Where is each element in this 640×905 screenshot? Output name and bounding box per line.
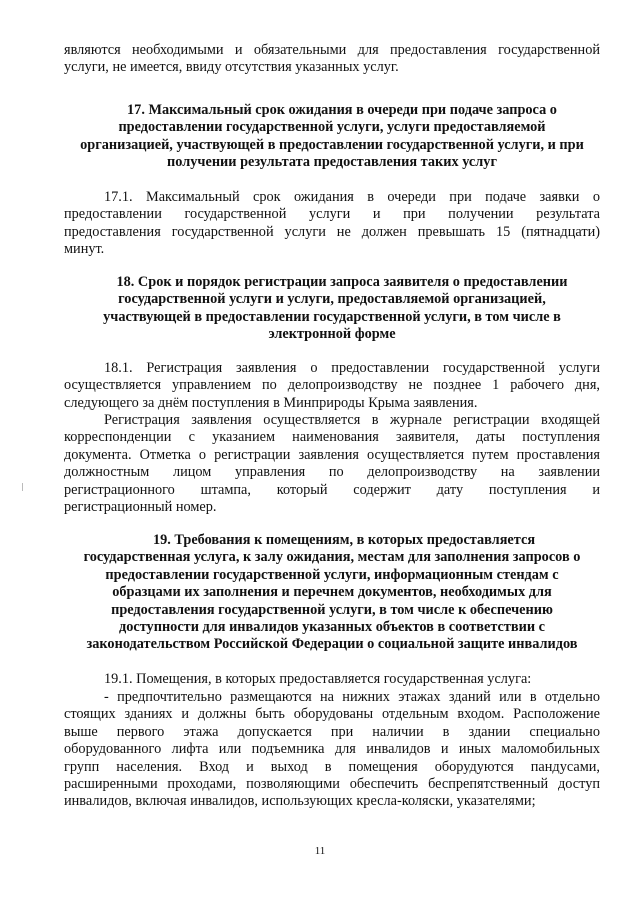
section-17-paragraph [64, 189, 600, 259]
heading-line: доступности для инвалидов указанных объектов в соответствии с [119, 619, 545, 636]
text-line: регистрационного штампа, который содержит дату поступления и [64, 481, 600, 498]
heading-line: 17. Максимальный срок ожидания в очереди при подаче запроса о [127, 102, 557, 118]
heading-line: 18. Срок и порядок регистрации запроса заявителя о предоставлении [116, 274, 568, 290]
section-19-paragraph-1 [64, 671, 600, 688]
page-number: 11 [314, 845, 326, 857]
heading-line: организацией, участвующей в предоставлении государственной услуги, и при [80, 136, 584, 153]
text-line: минут. [64, 241, 105, 258]
heading-line: государственной услуги и услуги, предоставляемой организацией, [118, 291, 546, 308]
text-line: должностным лицом управления по делопроизводству на заявлении [64, 464, 600, 481]
text-line: инвалидов, включая инвалидов, использующих кресла-коляски, указателями; [64, 793, 536, 810]
margin-scan-mark [22, 483, 23, 491]
section-18-heading [64, 274, 600, 344]
section-18-paragraph-2 [64, 412, 600, 516]
text-line: 18.1. Регистрация заявления о предоставлении государственной услуги [104, 360, 600, 376]
heading-line: образцами их заполнения и перечнем документов, необходимых для [112, 584, 552, 601]
text-line: выше первого этажа допускается при наличии в здании специально [64, 723, 600, 740]
text-line: документа. Отметка о регистрации заявления осуществляется путем проставления [64, 446, 600, 463]
text-line: следующего за днём поступления в Минприроды Крыма заявления. [64, 394, 478, 411]
heading-line: предоставления государственной услуги, в том числе к обеспечению [111, 601, 553, 618]
text-line: являются необходимыми и обязательными для предоставления государственной [64, 42, 600, 58]
section-18-paragraph-1 [64, 360, 600, 412]
section-19-paragraph-2 [64, 689, 600, 811]
text-line: расширенными проходами, позволяющими обеспечить беспрепятственный доступ [64, 776, 600, 793]
text-line: групп населения. Вход и выход в помещения оборудуются пандусами, [64, 758, 600, 775]
heading-line: предоставлении государственной услуги, информационным стендам с [105, 566, 559, 583]
section-17-heading [64, 102, 600, 172]
text-line: предоставления государственной услуги не должен превышать 15 (пятнадцати) [64, 223, 600, 240]
text-line: - предпочтительно размещаются на нижних этажах зданий или в отдельно [104, 689, 600, 705]
heading-line: 19. Требования к помещениям, в которых предоставляется [152, 532, 536, 548]
text-line: стоящих зданиях и должны быть оборудованы отдельным входом. Расположение [64, 706, 600, 723]
text-line: осуществляется управлением по делопроизводству не позднее 1 рабочего дня, [64, 377, 600, 394]
heading-line: получении результата предоставления таких услуг [167, 154, 497, 171]
section-19-heading [58, 532, 606, 654]
heading-line: участвующей в предоставлении государственной услуги, в том числе в [103, 308, 561, 325]
text-line: 17.1. Максимальный срок ожидания в очереди при подаче заявки о [104, 189, 600, 205]
text-line: регистрационный номер. [64, 499, 217, 516]
heading-line: государственная услуга, к залу ожидания, местам для заполнения запросов о [83, 549, 581, 566]
text-line: Регистрация заявления осуществляется в журнале регистрации входящей [104, 412, 600, 428]
heading-line: законодательством Российской Федерации о социальной защите инвалидов [86, 636, 578, 653]
text-line: 19.1. Помещения, в которых предоставляется государственная услуга: [104, 671, 532, 687]
text-line: оборудованного лифта или подъемника для инвалидов и иных маломобильных [64, 741, 600, 758]
text-line: предоставлении государственной услуги и при получении результата [64, 206, 600, 223]
heading-line: предоставлении государственной услуги, услуги предоставляемой [118, 119, 546, 136]
text-line: услуги, не имеется, ввиду отсутствия указанных услуг. [64, 59, 399, 76]
heading-line: электронной форме [268, 326, 396, 343]
intro-paragraph [64, 42, 600, 77]
text-line: корреспонденции с указанием наименования заявителя, даты поступления [64, 429, 600, 446]
